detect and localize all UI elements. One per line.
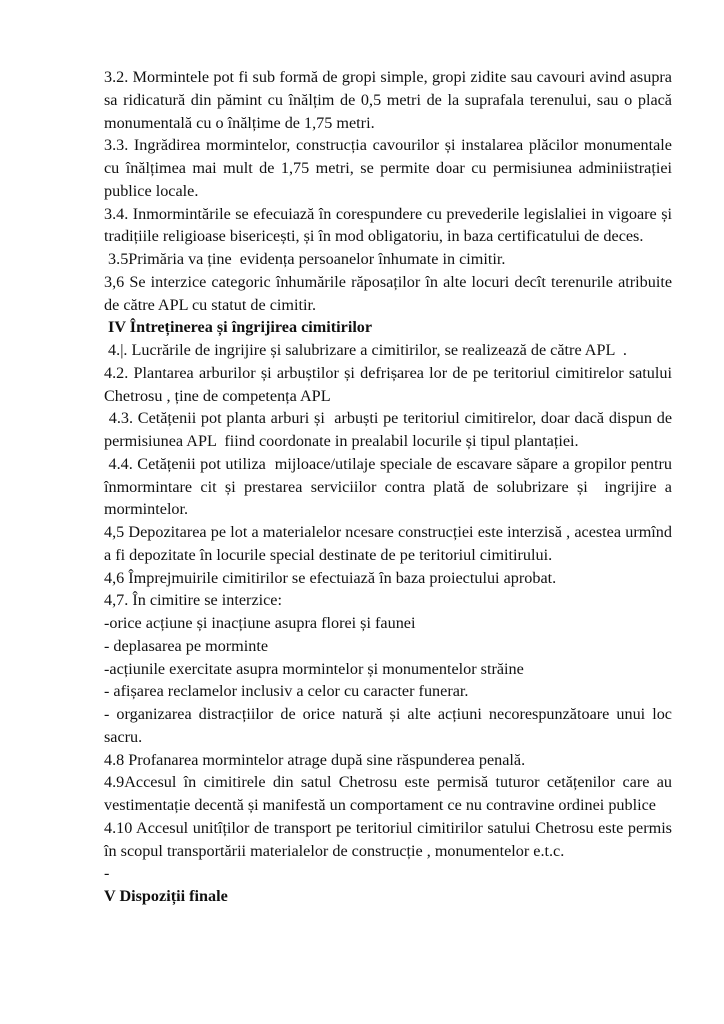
paragraph-4-8: 4.8 Profanarea mormintelor atrage după sine răspunderea penală. — [104, 750, 526, 769]
list-item-reclame: - afișarea reclamelor inclusiv a celor cu caracter funerar. — [104, 682, 469, 701]
dash-separator: - — [104, 864, 110, 883]
paragraph-4-9: 4.9Accesul în cimitirele din satul Chetrosu este permisă tuturor cetățenilor care au vestimentație decentă și manifestă un comportament ce nu contravine ordinei publice — [104, 773, 672, 814]
section-v-heading: V Dispoziții finale — [104, 887, 228, 905]
paragraph-3-4: 3.4. Inmormintările se efecuiază în corespundere cu prevederile legislaliei in vigoare și tradițiile religioase bisericești, și în mod obligatoriu, in baza certificatului de deces. — [104, 204, 672, 246]
list-item-distractii: - organizarea distracțiilor de orice natură și alte acțiuni necorespunzătoare unui loc sacru. — [104, 705, 672, 746]
paragraph-4-4: 4.4. Cetățenii pot utiliza mijloace/utilaje speciale de escavare săpare a gropilor pentru înmormintare cit și prestarea serviciilor contra plată de solubrizare și ingrijire a mormintelor. — [104, 454, 677, 519]
paragraph-3-2: 3.2. Mormintele pot fi sub formă de gropi simple, gropi zidite sau cavouri avind asupra sa ridicatură din pămint cu înălțim de 0,5 metri de la suprafala terenului, sau o placă monumentală cu o înălțime de 1,75 metri. — [104, 68, 672, 132]
paragraph-4-7: 4,7. În cimitire se interzice: — [104, 591, 282, 610]
list-item-actiunile: -acțiunile exercitate asupra mormintelor și monumentelor străine — [104, 659, 524, 678]
paragraph-4-6: 4,6 Împrejmuirile cimitirilor se efectuiază în baza proiectului aprobat. — [104, 568, 557, 587]
paragraph-4-1: 4.|. Lucrările de ingrijire și salubrizare a cimitirilor, se realizează de către APL . — [104, 341, 627, 359]
list-item-flora-fauna: -orice acțiune și inacțiune asupra florei și faunei — [104, 614, 416, 632]
section-iv-heading: IV Întreținerea și îngrijirea cimitirilor — [104, 318, 373, 337]
paragraph-4-10: 4.10 Accesul unitîților de transport pe teritoriul cimitirilor satului Chetrosu este permis în scopul transportării materialelor de construcție , monumentelor e.t.c. — [104, 818, 672, 860]
document-page — [104, 66, 677, 908]
paragraph-4-3: 4.3. Cetățenii pot planta arburi și arbuști pe teritoriul cimitirelor, doar dacă dispun de permisiunea APL fiind coordonate in prealabil locurile și tipul plantației. — [104, 409, 677, 450]
paragraph-3-5: 3.5Primăria va ține evidența persoanelor înhumate in cimitir. — [104, 250, 506, 268]
paragraph-4-2: 4.2. Plantarea arburilor și arbuștilor și defrișarea lor de pe teritoriul cimitirelor satului Chetrosu , ține de competența APL — [104, 363, 672, 405]
list-item-deplasarea: - deplasarea pe morminte — [104, 636, 269, 655]
paragraph-3-6: 3,6 Se interzice categoric înhumările răposaților în alte locuri decît terenurile atribuite de către APL cu statut de cimitir. — [104, 272, 672, 314]
paragraph-3-3: 3.3. Ingrădirea mormintelor, construcția cavourilor și instalarea plăcilor monumentale cu înălțimea mai mult de 1,75 metri, se permite doar cu permisiunea adminiistrației publice locale. — [104, 136, 672, 200]
paragraph-4-5: 4,5 Depozitarea pe lot a materialelor ncesare construcției este interzisă , acestea urmînd a fi depozitate în locurile special destinate de pe teritoriul cimitirului. — [104, 523, 672, 564]
